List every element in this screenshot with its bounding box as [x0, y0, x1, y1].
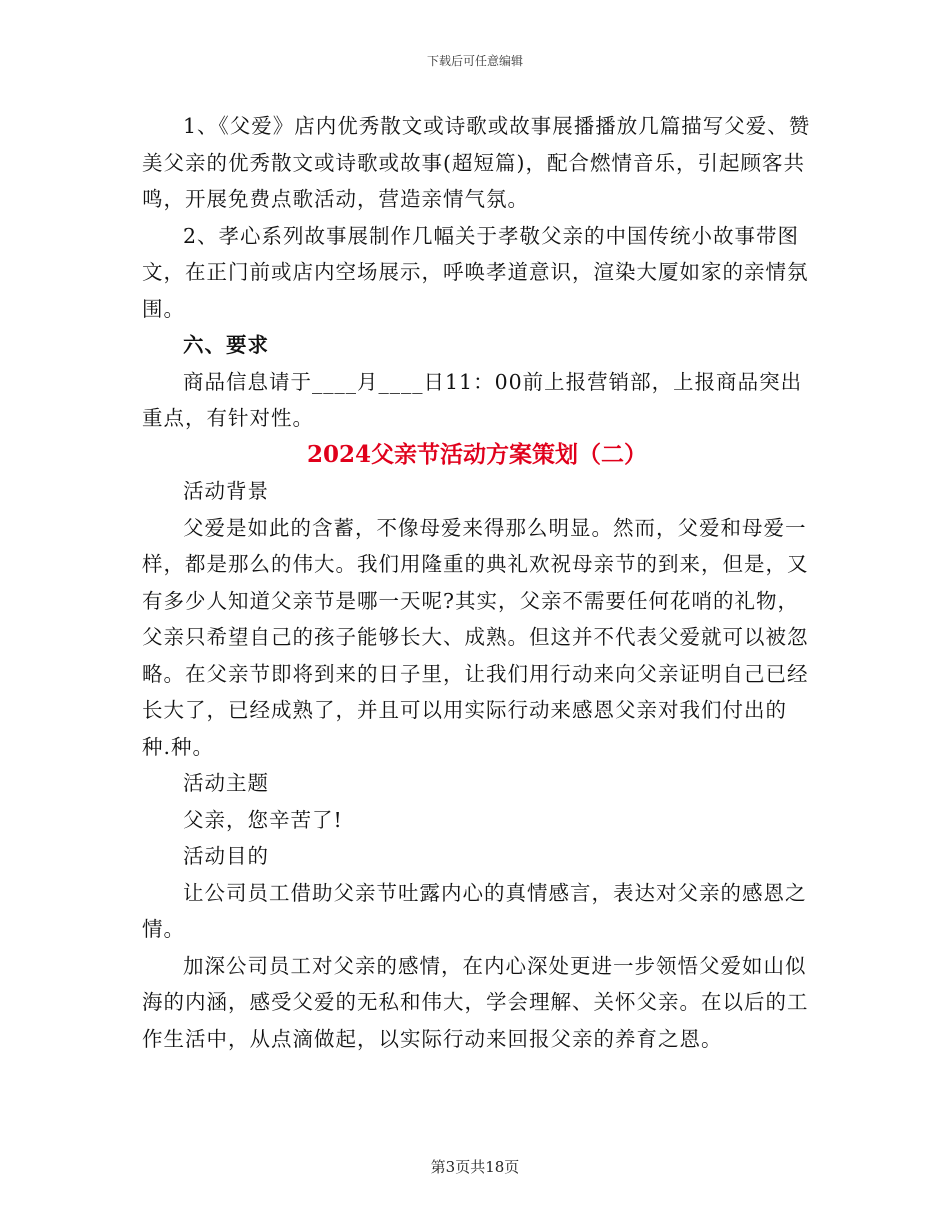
- label-background: 活动背景: [183, 479, 269, 503]
- page-number: 第3页共18页: [430, 1158, 520, 1176]
- paragraph-background: 父爱是如此的含蓄，不像母爱来得那么明显。然而，父爱和母爱一样，都是那么的伟大。我们用隆重的典礼欢祝母亲节的到来，但是，又有多少人知道父亲节是哪一天呢?其实，父亲不需要任何花哨的礼物，父亲只希望自己的孩子能够长大、成熟。但这并不代表父爱就可以被忽略。在父亲节即将到来的日子里，让我们用行动来向父亲证明自己已经长大了，已经成熟了，并且可以用实际行动来感恩父亲对我们付出的种.种。: [142, 515, 809, 759]
- header-note: 下载后可任意编辑: [426, 54, 523, 68]
- paragraph-requirements: 商品信息请于____月____日11：00前上报营销部，上报商品突出重点，有针对性。: [142, 369, 803, 430]
- paragraph-purpose-2: 加深公司员工对父亲的感情，在内心深处更进一步领悟父爱如山似海的内涵，感受父爱的无私和伟大，学会理解、关怀父亲。在以后的工作生活中，从点滴做起，以实际行动来回报父亲的养育之恩。: [142, 953, 809, 1051]
- section-title: 2024父亲节活动方案策划（二）: [306, 440, 647, 468]
- paragraph-purpose-1: 让公司员工借助父亲节吐露内心的真情感言，表达对父亲的感恩之情。: [142, 880, 807, 941]
- label-purpose: 活动目的: [183, 844, 269, 868]
- label-theme: 活动主题: [183, 771, 269, 795]
- heading-requirements: 六、要求: [183, 333, 269, 357]
- paragraph-father-love-showcase: 1、《父爱》店内优秀散文或诗歌或故事展播播放几篇描写父爱、赞美父亲的优秀散文或诗歌或故事(超短篇)，配合燃情音乐，引起顾客共鸣，开展免费点歌活动，营造亲情气氛。: [142, 114, 811, 211]
- document-body: [142, 108, 812, 1057]
- paragraph-filial-story-exhibit: 2、孝心系列故事展制作几幅关于孝敬父亲的中国传统小故事带图文，在正门前或店内空场展示，呼唤孝道意识，渲染大厦如家的亲情氛围。: [142, 223, 809, 321]
- paragraph-theme: 父亲，您辛苦了!: [183, 807, 343, 832]
